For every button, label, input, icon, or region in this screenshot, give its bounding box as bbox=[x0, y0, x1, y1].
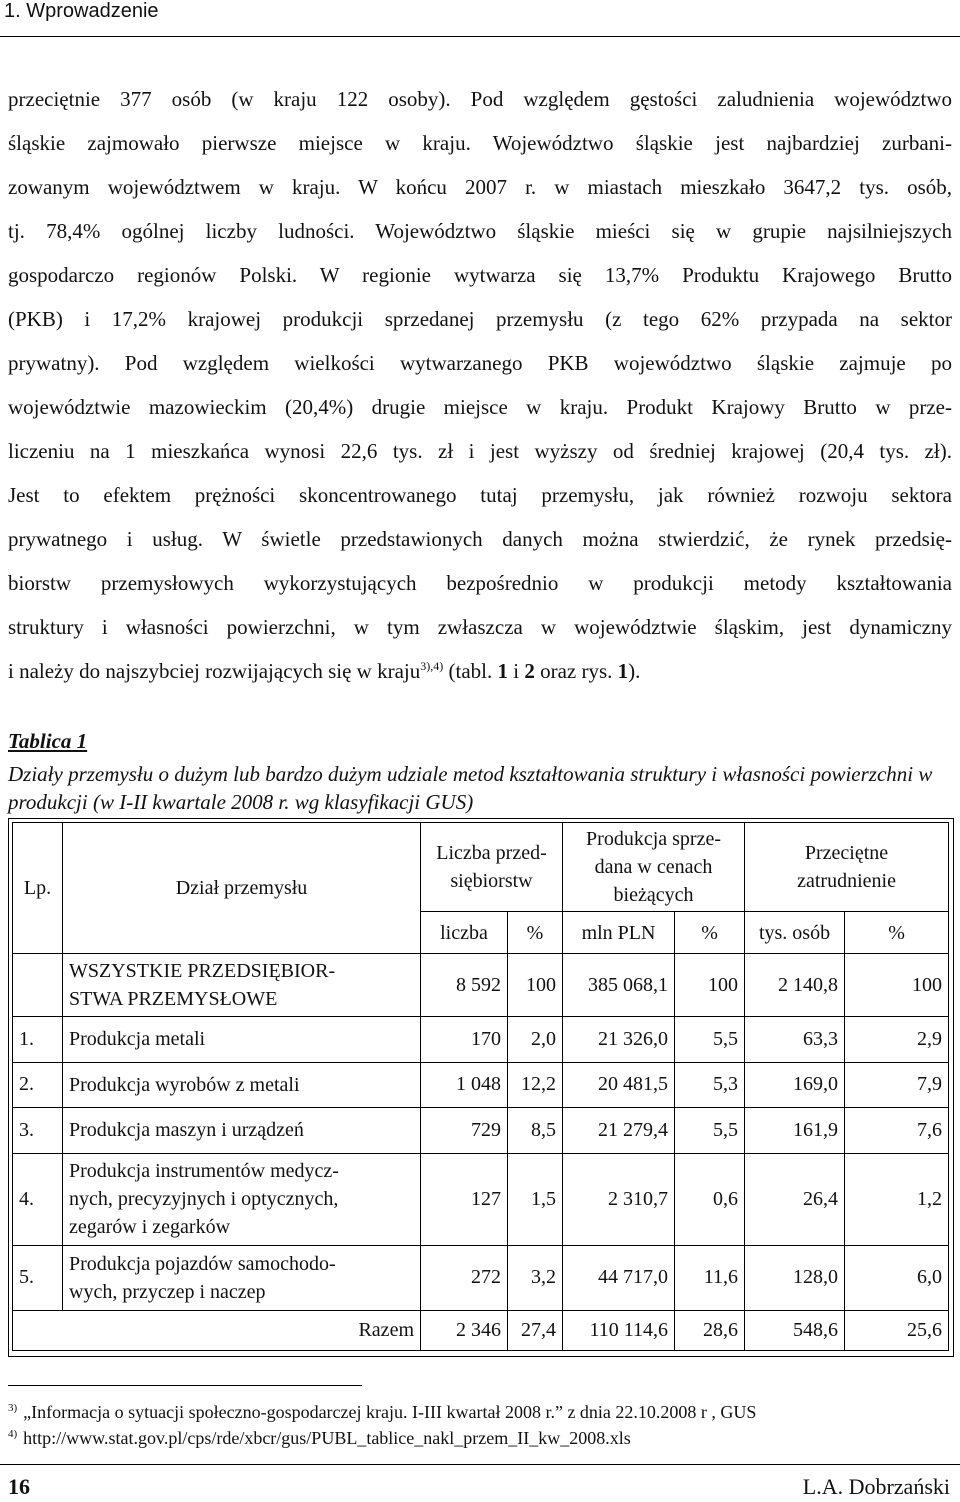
footnote bbox=[8, 1402, 756, 1423]
footer-divider bbox=[0, 1464, 960, 1465]
section-header: 1. Wprowadzenie bbox=[4, 0, 159, 22]
header-lp: Lp. bbox=[13, 823, 63, 954]
footnote-divider bbox=[8, 1385, 362, 1386]
lp-cell: 4. bbox=[13, 1153, 63, 1245]
footnote-mark: 4) bbox=[8, 1428, 18, 1440]
value-cell: 729 bbox=[421, 1108, 508, 1153]
value-cell: 21 326,0 bbox=[563, 1017, 675, 1062]
table-row bbox=[13, 1062, 949, 1107]
paragraph-line: (PKB) i 17,2% krajowej produkcji sprzedanej przemysłu (z tego 62% przypada na sektor bbox=[8, 307, 952, 331]
value-cell: 63,3 bbox=[745, 1017, 845, 1062]
paragraph-line: prywatnego i usług. W świetle przedstawionych danych można stwierdzić, że rynek przedsię- bbox=[8, 527, 952, 551]
value-cell: 5,3 bbox=[675, 1062, 745, 1107]
subheader-cell: liczba bbox=[421, 911, 508, 953]
footnote-text: „Informacja o sytuacji społeczno-gospodarczej kraju. I-III kwartał 2008 r.” z dnia 22.10.2008 r , GUS bbox=[23, 1402, 757, 1422]
body-paragraph bbox=[8, 77, 952, 693]
value-cell: 2 310,7 bbox=[563, 1153, 675, 1245]
table-header-row bbox=[13, 823, 949, 912]
value-cell: 27,4 bbox=[508, 1310, 563, 1350]
lp-cell: 5. bbox=[13, 1245, 63, 1310]
value-cell: 7,6 bbox=[845, 1108, 949, 1153]
value-cell: 548,6 bbox=[745, 1310, 845, 1350]
value-cell: 7,9 bbox=[845, 1062, 949, 1107]
paragraph-line: liczeniu na 1 mieszkańca wynosi 22,6 tys. zł i jest wyższy od średniej krajowej (20,4 tys. zł). bbox=[8, 439, 952, 463]
footnote bbox=[8, 1428, 631, 1449]
subheader-cell: % bbox=[675, 911, 745, 953]
paragraph-line: zowanym województwem w kraju. W końcu 2007 r. w miastach mieszkało 3647,2 tys. osób, bbox=[8, 175, 952, 199]
value-cell: 127 bbox=[421, 1153, 508, 1245]
paragraph-last-line bbox=[8, 649, 952, 693]
table-row-total-all bbox=[13, 954, 949, 1017]
subheader-cell: % bbox=[845, 911, 949, 953]
footnote-url-link[interactable]: http://www.stat.gov.pl/cps/rde/xbcr/gus/PUBL_tablice_nakl_przem_II_kw_2008.xls bbox=[23, 1428, 631, 1448]
subheader-cell: mln PLN bbox=[563, 911, 675, 953]
header-zatrudnienie: Przeciętne zatrudnienie bbox=[745, 823, 949, 912]
paragraph-text: i bbox=[507, 659, 525, 683]
value-cell: 44 717,0 bbox=[563, 1245, 675, 1310]
author-name: L.A. Dobrzański bbox=[802, 1474, 950, 1499]
lp-cell: 3. bbox=[13, 1108, 63, 1153]
value-cell: 0,6 bbox=[675, 1153, 745, 1245]
value-cell: 110 114,6 bbox=[563, 1310, 675, 1350]
table-row bbox=[13, 1017, 949, 1062]
value-cell: 12,2 bbox=[508, 1062, 563, 1107]
value-cell: 11,6 bbox=[675, 1245, 745, 1310]
value-cell: 26,4 bbox=[745, 1153, 845, 1245]
dzial-cell: Produkcja pojazdów samochodo- wych, przyczep i naczep bbox=[63, 1245, 421, 1310]
sum-label: Razem bbox=[13, 1310, 421, 1350]
value-cell: 170 bbox=[421, 1017, 508, 1062]
paragraph-line: śląskie zajmowało pierwsze miejsce w kraju. Województwo śląskie jest najbardziej zurbani- bbox=[8, 131, 952, 155]
value-cell: 100 bbox=[508, 954, 563, 1017]
dzial-cell: WSZYSTKIE PRZEDSIĘBIOR- STWA PRZEMYSŁOWE bbox=[63, 954, 421, 1017]
header-dzial: Dział przemysłu bbox=[63, 823, 421, 954]
paragraph-line: biorstw przemysłowych wykorzystujących bezpośrednio w produkcji metody kształtowania bbox=[8, 571, 952, 595]
value-cell: 25,6 bbox=[845, 1310, 949, 1350]
data-table bbox=[12, 822, 949, 1351]
table-row-sum bbox=[13, 1310, 949, 1350]
value-cell: 2,0 bbox=[508, 1017, 563, 1062]
value-cell: 161,9 bbox=[745, 1108, 845, 1153]
subheader-cell: % bbox=[508, 911, 563, 953]
value-cell: 272 bbox=[421, 1245, 508, 1310]
value-cell: 2 346 bbox=[421, 1310, 508, 1350]
value-cell: 5,5 bbox=[675, 1017, 745, 1062]
value-cell: 2,9 bbox=[845, 1017, 949, 1062]
paragraph-line: województwie mazowieckim (20,4%) drugie miejsce w kraju. Produkt Krajowy Brutto w prze- bbox=[8, 395, 952, 419]
lp-cell bbox=[13, 954, 63, 1017]
table-ref-link[interactable]: 2 bbox=[524, 659, 535, 683]
table-ref-link[interactable]: 1 bbox=[497, 659, 508, 683]
paragraph-line: tj. 78,4% ogólnej liczby ludności. Województwo śląskie mieści się w grupie najsilniejszych bbox=[8, 219, 952, 243]
citation-ref[interactable]: 3),4) bbox=[420, 659, 444, 673]
value-cell: 100 bbox=[845, 954, 949, 1017]
paragraph-text: oraz rys. bbox=[534, 659, 618, 683]
value-cell: 3,2 bbox=[508, 1245, 563, 1310]
page-number: 16 bbox=[8, 1474, 30, 1499]
value-cell: 8,5 bbox=[508, 1108, 563, 1153]
dzial-cell: Produkcja metali bbox=[63, 1017, 421, 1062]
dzial-cell: Produkcja wyrobów z metali bbox=[63, 1062, 421, 1107]
value-cell: 1,2 bbox=[845, 1153, 949, 1245]
paragraph-text: i należy do najszybciej rozwijających się w kraju bbox=[8, 659, 421, 683]
dzial-cell: Produkcja maszyn i urządzeń bbox=[63, 1108, 421, 1153]
value-cell: 169,0 bbox=[745, 1062, 845, 1107]
value-cell: 1 048 bbox=[421, 1062, 508, 1107]
table-frame bbox=[8, 818, 954, 1357]
value-cell: 5,5 bbox=[675, 1108, 745, 1153]
header-produkcja: Produkcja sprze- dana w cenach bieżących bbox=[563, 823, 745, 912]
paragraph-text: ). bbox=[628, 659, 641, 683]
dzial-cell: Produkcja instrumentów medycz- nych, precyzyjnych i optycznych, zegarów i zegarków bbox=[63, 1153, 421, 1245]
paragraph-text: (tabl. bbox=[443, 659, 498, 683]
paragraph-line: Jest to efektem prężności skoncentrowanego tutaj przemysłu, jak również rozwoju sektora bbox=[8, 483, 952, 507]
table-row bbox=[13, 1245, 949, 1310]
header-divider bbox=[0, 36, 960, 37]
table-label: Tablica 1 bbox=[8, 729, 88, 753]
figure-ref-link[interactable]: 1 bbox=[617, 659, 629, 683]
value-cell: 1,5 bbox=[508, 1153, 563, 1245]
value-cell: 100 bbox=[675, 954, 745, 1017]
value-cell: 128,0 bbox=[745, 1245, 845, 1310]
value-cell: 20 481,5 bbox=[563, 1062, 675, 1107]
paragraph-line: prywatny). Pod względem wielkości wytwarzanego PKB województwo śląskie zajmuje po bbox=[8, 351, 952, 375]
paragraph-line: gospodarczo regionów Polski. W regionie wytwarza się 13,7% Produktu Krajowego Brutto bbox=[8, 263, 952, 287]
table-row bbox=[13, 1153, 949, 1245]
value-cell: 6,0 bbox=[845, 1245, 949, 1310]
value-cell: 8 592 bbox=[421, 954, 508, 1017]
lp-cell: 1. bbox=[13, 1017, 63, 1062]
table-caption: Działy przemysłu o dużym lub bardzo dużym udziale metod kształtowania struktury i własności powierzchni w produkcji (w I-II kwartale 2008 r. wg klasyfikacji GUS) bbox=[8, 762, 933, 814]
table-row bbox=[13, 1108, 949, 1153]
value-cell: 21 279,4 bbox=[563, 1108, 675, 1153]
header-liczba-przedsiebiorstw: Liczba przed- siębiorstw bbox=[421, 823, 563, 912]
subheader-cell: tys. osób bbox=[745, 911, 845, 953]
paragraph-line: przeciętnie 377 osób (w kraju 122 osoby). Pod względem gęstości zaludnienia województwo bbox=[8, 87, 952, 111]
value-cell: 2 140,8 bbox=[745, 954, 845, 1017]
paragraph-line: struktury i własności powierzchni, w tym zwłaszcza w województwie śląskim, jest dynamiczny bbox=[8, 615, 952, 639]
value-cell: 28,6 bbox=[675, 1310, 745, 1350]
lp-cell: 2. bbox=[13, 1062, 63, 1107]
footnote-mark: 3) bbox=[8, 1402, 18, 1414]
value-cell: 385 068,1 bbox=[563, 954, 675, 1017]
